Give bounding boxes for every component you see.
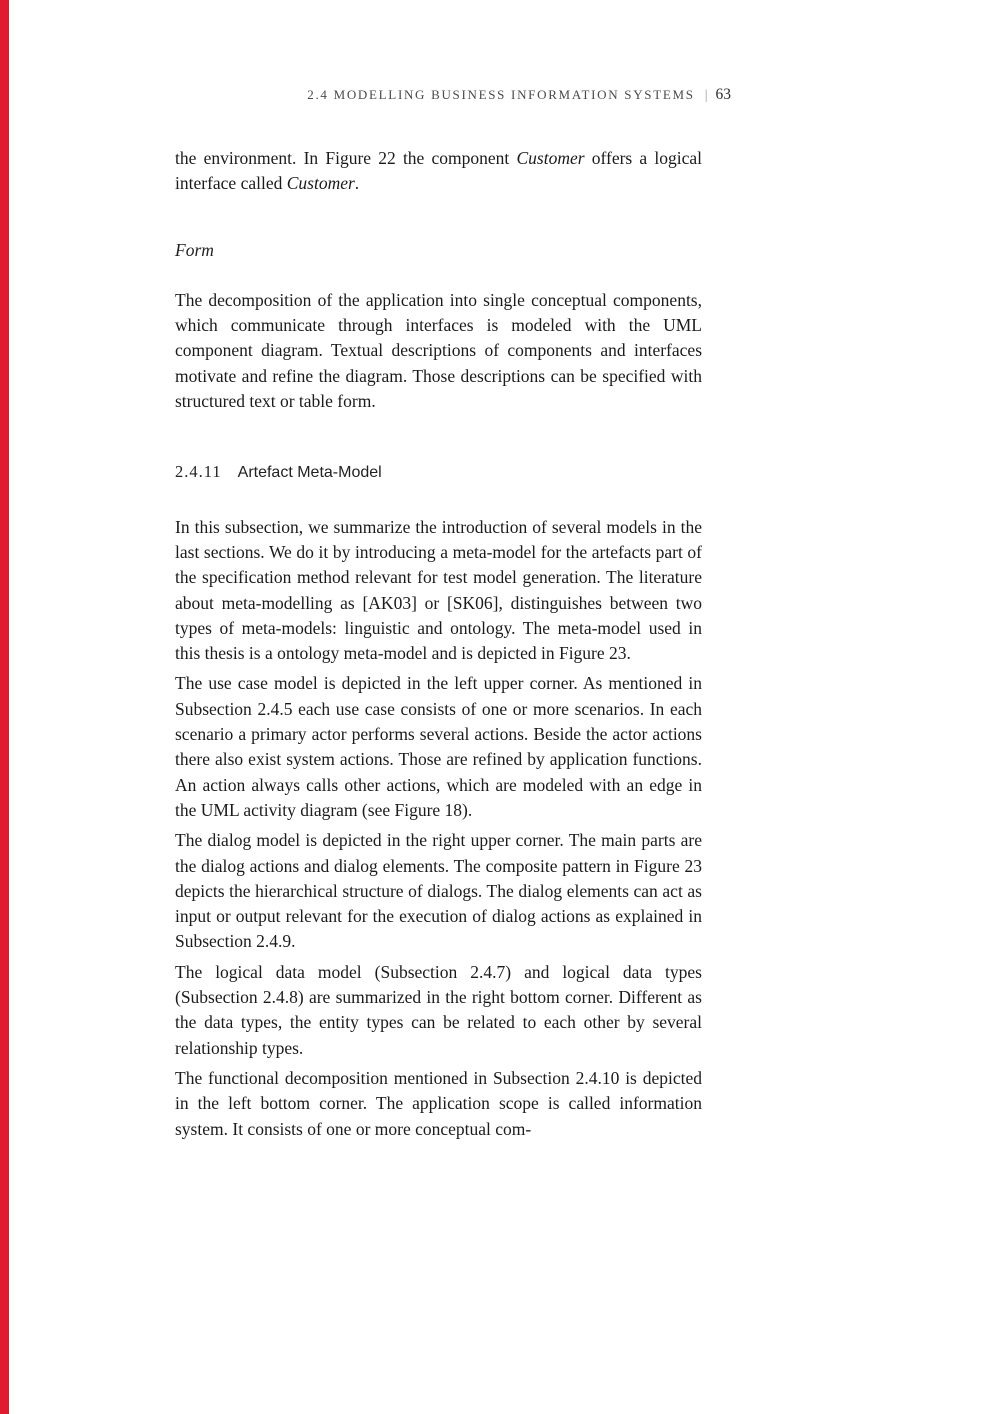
paragraph-use-case-model: The use case model is depicted in the left upper corner. As mentioned in Subsection 2.4.5 each use case consists of one or more scenarios. In each scenario a primary actor performs several actions. Beside the actor actions there also exist system actions. Those are refined by application functions. An action always calls other actions, which are modeled with an edge in the UML activity diagram (see Figure 18). <box>175 673 702 820</box>
paragraph-logical-data-model: The logical data model (Subsection 2.4.7) and logical data types (Subsection 2.4.8) are summarized in the right bottom corner. Different as the data types, the entity types can be related to each other by several relationship types. <box>175 961 702 1058</box>
italic-term-customer: Customer <box>516 148 585 168</box>
paragraph-meta-model-intro: In this subsection, we summarize the introduction of several models in the last sections. We do it by introducing a meta-model for the artefacts part of the specification method relevant for test model generation. The literature about meta-modelling as [AK03] or [SK06], distinguishes between two types of meta-models: linguistic and ontology. The meta-model used in this thesis is a ontology meta-model and is depicted in Figure 23. <box>175 516 702 664</box>
paragraph-dialog-model: The dialog model is depicted in the right upper corner. The main parts are the dialog actions and dialog elements. The composite pattern in Figure 23 depicts the hierarchical structure of dialogs. The dialog elements can act as input or output relevant for the execution of dialog actions as explained in Subsection 2.4.9. <box>175 830 702 952</box>
text-run: the environment. In Figure 22 the component <box>175 148 517 168</box>
subsection-number: 2.4.11 <box>175 462 222 482</box>
paragraph-heading-form: Form <box>175 239 214 260</box>
subsection-heading <box>175 459 702 485</box>
running-header <box>175 86 731 104</box>
page-number: 63 <box>715 86 731 103</box>
italic-term-customer: Customer <box>286 173 355 194</box>
running-header-section-label: 2.4 MODELLING BUSINESS INFORMATION SYSTEMS <box>307 87 695 102</box>
paragraph-intro <box>175 146 702 197</box>
text-column <box>175 146 702 1142</box>
text-run: offers a logical interface called <box>175 148 702 194</box>
paragraph-form: The decomposition of the application into single conceptual components, which communicate through interfaces is modeled with the UML component diagram. Textual descriptions of components and interfaces motivate and refine the diagram. Those descriptions can be specified with structured text or table form. <box>175 289 702 412</box>
subsection-title: Artefact Meta-Model <box>237 464 382 482</box>
header-separator: | <box>704 88 708 103</box>
paragraph-functional-decomposition: The functional decomposition mentioned in Subsection 2.4.10 is depicted in the left bottom corner. The application scope is called information system. It consists of one or more conceptual com- <box>175 1067 702 1139</box>
text-run: . <box>354 173 360 194</box>
left-accent-bar <box>0 0 9 1414</box>
